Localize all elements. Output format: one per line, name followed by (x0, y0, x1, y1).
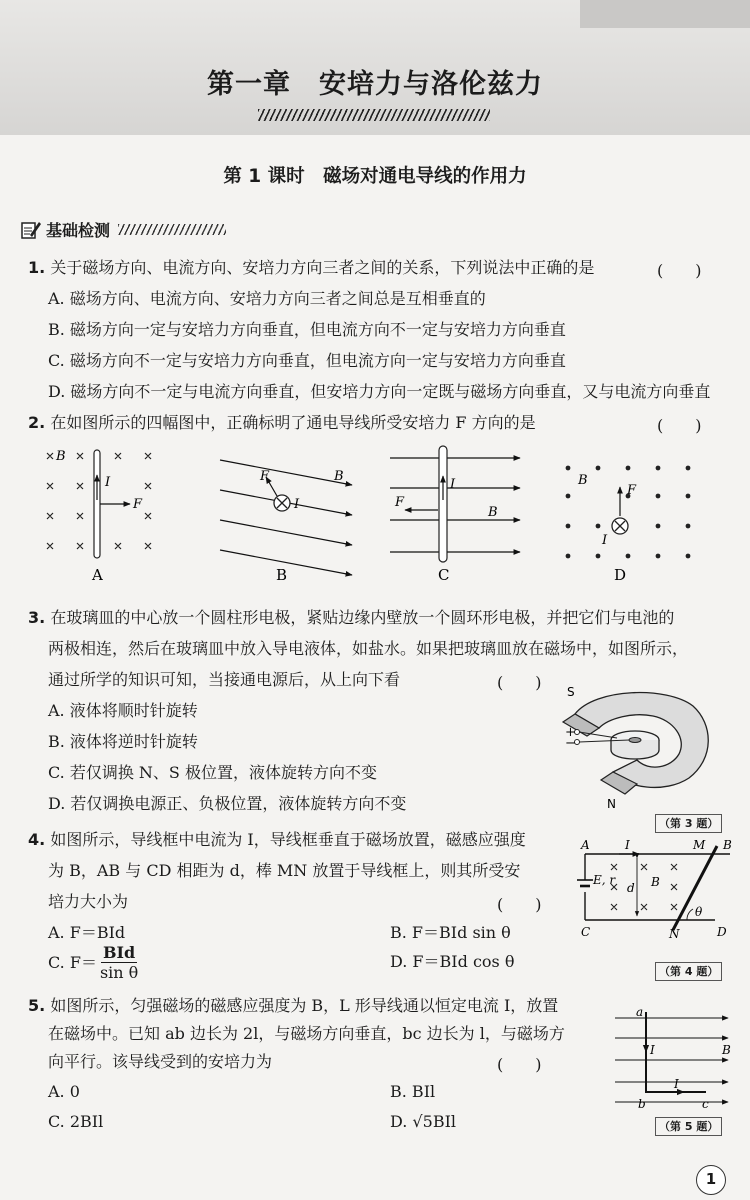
q2a-i-label: I (105, 475, 111, 490)
q2b-field-lines (220, 460, 352, 575)
q4-answer-paren: ( ) (497, 895, 542, 914)
q4-i-label: I (625, 838, 630, 852)
q3-number: 3. (28, 608, 46, 627)
q5-point-c: c (702, 1097, 709, 1111)
q2-label-b: B (276, 566, 288, 584)
q2c-conductor-rod (439, 446, 447, 562)
q5-line-1 (28, 996, 558, 1016)
q2b-i-label: I (294, 497, 300, 512)
q4-option-c (48, 943, 138, 982)
q4-option-c-denominator: sin θ (99, 963, 139, 982)
section-hatch (118, 224, 226, 235)
q3-line-1-text: 在玻璃皿的中心放一个圆柱形电极，紧贴边缘内壁放一个圆环形电极，并把它们与电池的 (50, 608, 675, 627)
q2c-f-label: F (395, 495, 405, 510)
q1-option-b: B. 磁场方向一定与安培力方向垂直，但电流方向不一定与安培力方向垂直 (48, 320, 566, 339)
q5-line-3: 向平行。该导线受到的安培力为 (48, 1052, 273, 1071)
q3-option-c: C. 若仅调换 N、S 极位置，液体旋转方向不变 (48, 763, 377, 782)
header-tab (580, 0, 750, 28)
q4-number: 4. (28, 830, 46, 849)
q2c-field-lines (390, 458, 520, 552)
q5-option-d (390, 1112, 456, 1132)
q2b-f-label: F (260, 469, 270, 484)
q3-figure-magnet-dish (555, 676, 720, 811)
q3-option-d: D. 若仅调换电源正、负极位置，液体旋转方向不变 (48, 794, 407, 813)
q5-i-label-ab: I (650, 1043, 655, 1057)
q5-field-b-label: B (722, 1043, 731, 1057)
q3-caption: （第 3 题） (655, 814, 722, 833)
q5-answer-paren: ( ) (497, 1055, 542, 1074)
q1-option-d: D. 磁场方向不一定与电流方向垂直，但安培力方向一定既与磁场方向垂直，又与电流方向垂直 (48, 382, 711, 401)
q2-figures (30, 440, 730, 590)
q4-option-c-numerator: BId (103, 943, 136, 962)
q2-figure-b (220, 460, 352, 584)
q4-point-m: M (693, 838, 706, 852)
pencil-note-icon (20, 219, 42, 241)
q4-option-d: D. F＝BId cos θ (390, 952, 515, 971)
q4-option-a: A. F＝BId (48, 923, 126, 942)
q5-option-a: A. 0 (48, 1082, 80, 1101)
q4-line-2: 为 B，AB 与 CD 相距为 d，棒 MN 放置于导线框上，则其所受安 (48, 861, 521, 880)
q5-option-c: C. 2BIl (48, 1112, 104, 1131)
q4-figure-wire-frame (565, 838, 735, 942)
q3-answer-paren: ( ) (497, 673, 542, 692)
q2-number: 2. (28, 413, 46, 432)
q5-point-a: a (636, 1005, 644, 1019)
q5-line-2: 在磁场中。已知 ab 边长为 2l，与磁场方向垂直，bc 边长为 l，与磁场方 (48, 1024, 565, 1043)
q2-label-d: D (614, 566, 627, 584)
q4-line-1-text: 如图所示，导线框中电流为 I，导线框垂直于磁场放置，磁感应强度 (50, 830, 526, 849)
q1-number: 1. (28, 258, 46, 277)
section-header (20, 218, 226, 241)
q1-stem (28, 258, 594, 278)
q4-point-c: C (581, 925, 591, 939)
q2a-conductor-rod (94, 450, 100, 558)
q5-i-label-bc: I (674, 1077, 679, 1091)
q4-point-n: N (669, 927, 680, 941)
q4-line-1 (28, 830, 526, 850)
q2-figure-c (390, 446, 520, 584)
q3-s-pole-label: S (567, 685, 575, 699)
q4-d-label: d (627, 881, 635, 895)
q4-option-c-fraction (100, 943, 138, 982)
q4-option-b: B. F＝BId sin θ (390, 923, 511, 942)
q2-figure-a (47, 449, 151, 584)
q3-n-pole-label: N (607, 797, 616, 811)
q4-point-a: A (581, 838, 590, 852)
q2-label-c: C (438, 566, 450, 584)
q2d-f-label: F (627, 483, 637, 498)
q1-stem-text: 关于磁场方向、电流方向、安培力方向三者之间的关系，下列说法中正确的是 (50, 258, 595, 277)
q2d-i-label: I (602, 533, 608, 548)
title-hatch-divider (258, 109, 490, 121)
q2a-f-label: F (133, 497, 143, 512)
q1-option-c: C. 磁场方向不一定与安培力方向垂直，但电流方向一定与安培力方向垂直 (48, 351, 566, 370)
q5-line-1-text: 如图所示，匀强磁场的磁感应强度为 B，L 形导线通以恒定电流 I，放置 (50, 996, 559, 1015)
q3-line-3: 通过所学的知识可知，当接通电源后，从上向下看 (48, 670, 401, 689)
q1-answer-paren: ( ) (657, 261, 702, 280)
q4-theta-label: θ (695, 905, 703, 919)
q3-option-a: A. 液体将顺时针旋转 (48, 701, 198, 720)
q4-option-c-prefix: C. F＝ (48, 952, 97, 972)
q3-plus-label: + (565, 725, 576, 740)
q2-stem-text: 在如图所示的四幅图中，正确标明了通电导线所受安培力 F 方向的是 (50, 413, 536, 432)
q4-cross-field (611, 864, 677, 910)
page-number: 1 (696, 1165, 726, 1195)
chapter-title: 第一章 安培力与洛伦兹力 (207, 69, 543, 100)
q4-emf-label: E, r (593, 873, 616, 887)
lesson-title: 第 1 课时 磁场对通电导线的作用力 (223, 166, 527, 187)
q3-option-b: B. 液体将逆时针旋转 (48, 732, 198, 751)
q3-line-1 (28, 608, 674, 628)
q2c-i-label: I (450, 477, 456, 492)
q4-point-d: D (717, 925, 727, 939)
q2b-b-label: B (334, 469, 344, 484)
q5-caption: （第 5 题） (655, 1117, 722, 1136)
q1-option-a: A. 磁场方向、电流方向、安培力方向三者之间总是互相垂直的 (48, 289, 486, 308)
q2-stem (28, 413, 536, 433)
section-title: 基础检测 (46, 221, 111, 240)
q4-caption: （第 4 题） (655, 962, 722, 981)
q5-option-d-prefix: D. √5 (390, 1112, 433, 1131)
q4-point-b: B (723, 838, 732, 852)
q3-minus-label: − (565, 736, 576, 751)
q2-label-a: A (92, 566, 103, 584)
q5-figure-l-wire (610, 1005, 735, 1111)
q5-number: 5. (28, 996, 46, 1015)
q5-option-b: B. BIl (390, 1082, 436, 1101)
q2a-b-label: B (56, 449, 66, 464)
q5-point-b: b (638, 1097, 646, 1111)
q5-option-d-suffix: BIl (432, 1112, 457, 1131)
q2-figure-d (566, 466, 691, 584)
q5-field-lines (615, 1018, 728, 1102)
q4-field-b-label: B (651, 875, 660, 889)
q2d-b-label: B (578, 473, 588, 488)
q2-answer-paren: ( ) (657, 416, 702, 435)
q2c-b-label: B (488, 505, 498, 520)
q4-line-3: 培力大小为 (48, 892, 129, 911)
q3-line-2: 两极相连，然后在玻璃皿中放入导电液体，如盐水。如果把玻璃皿放在磁场中，如图所示， (48, 639, 689, 658)
